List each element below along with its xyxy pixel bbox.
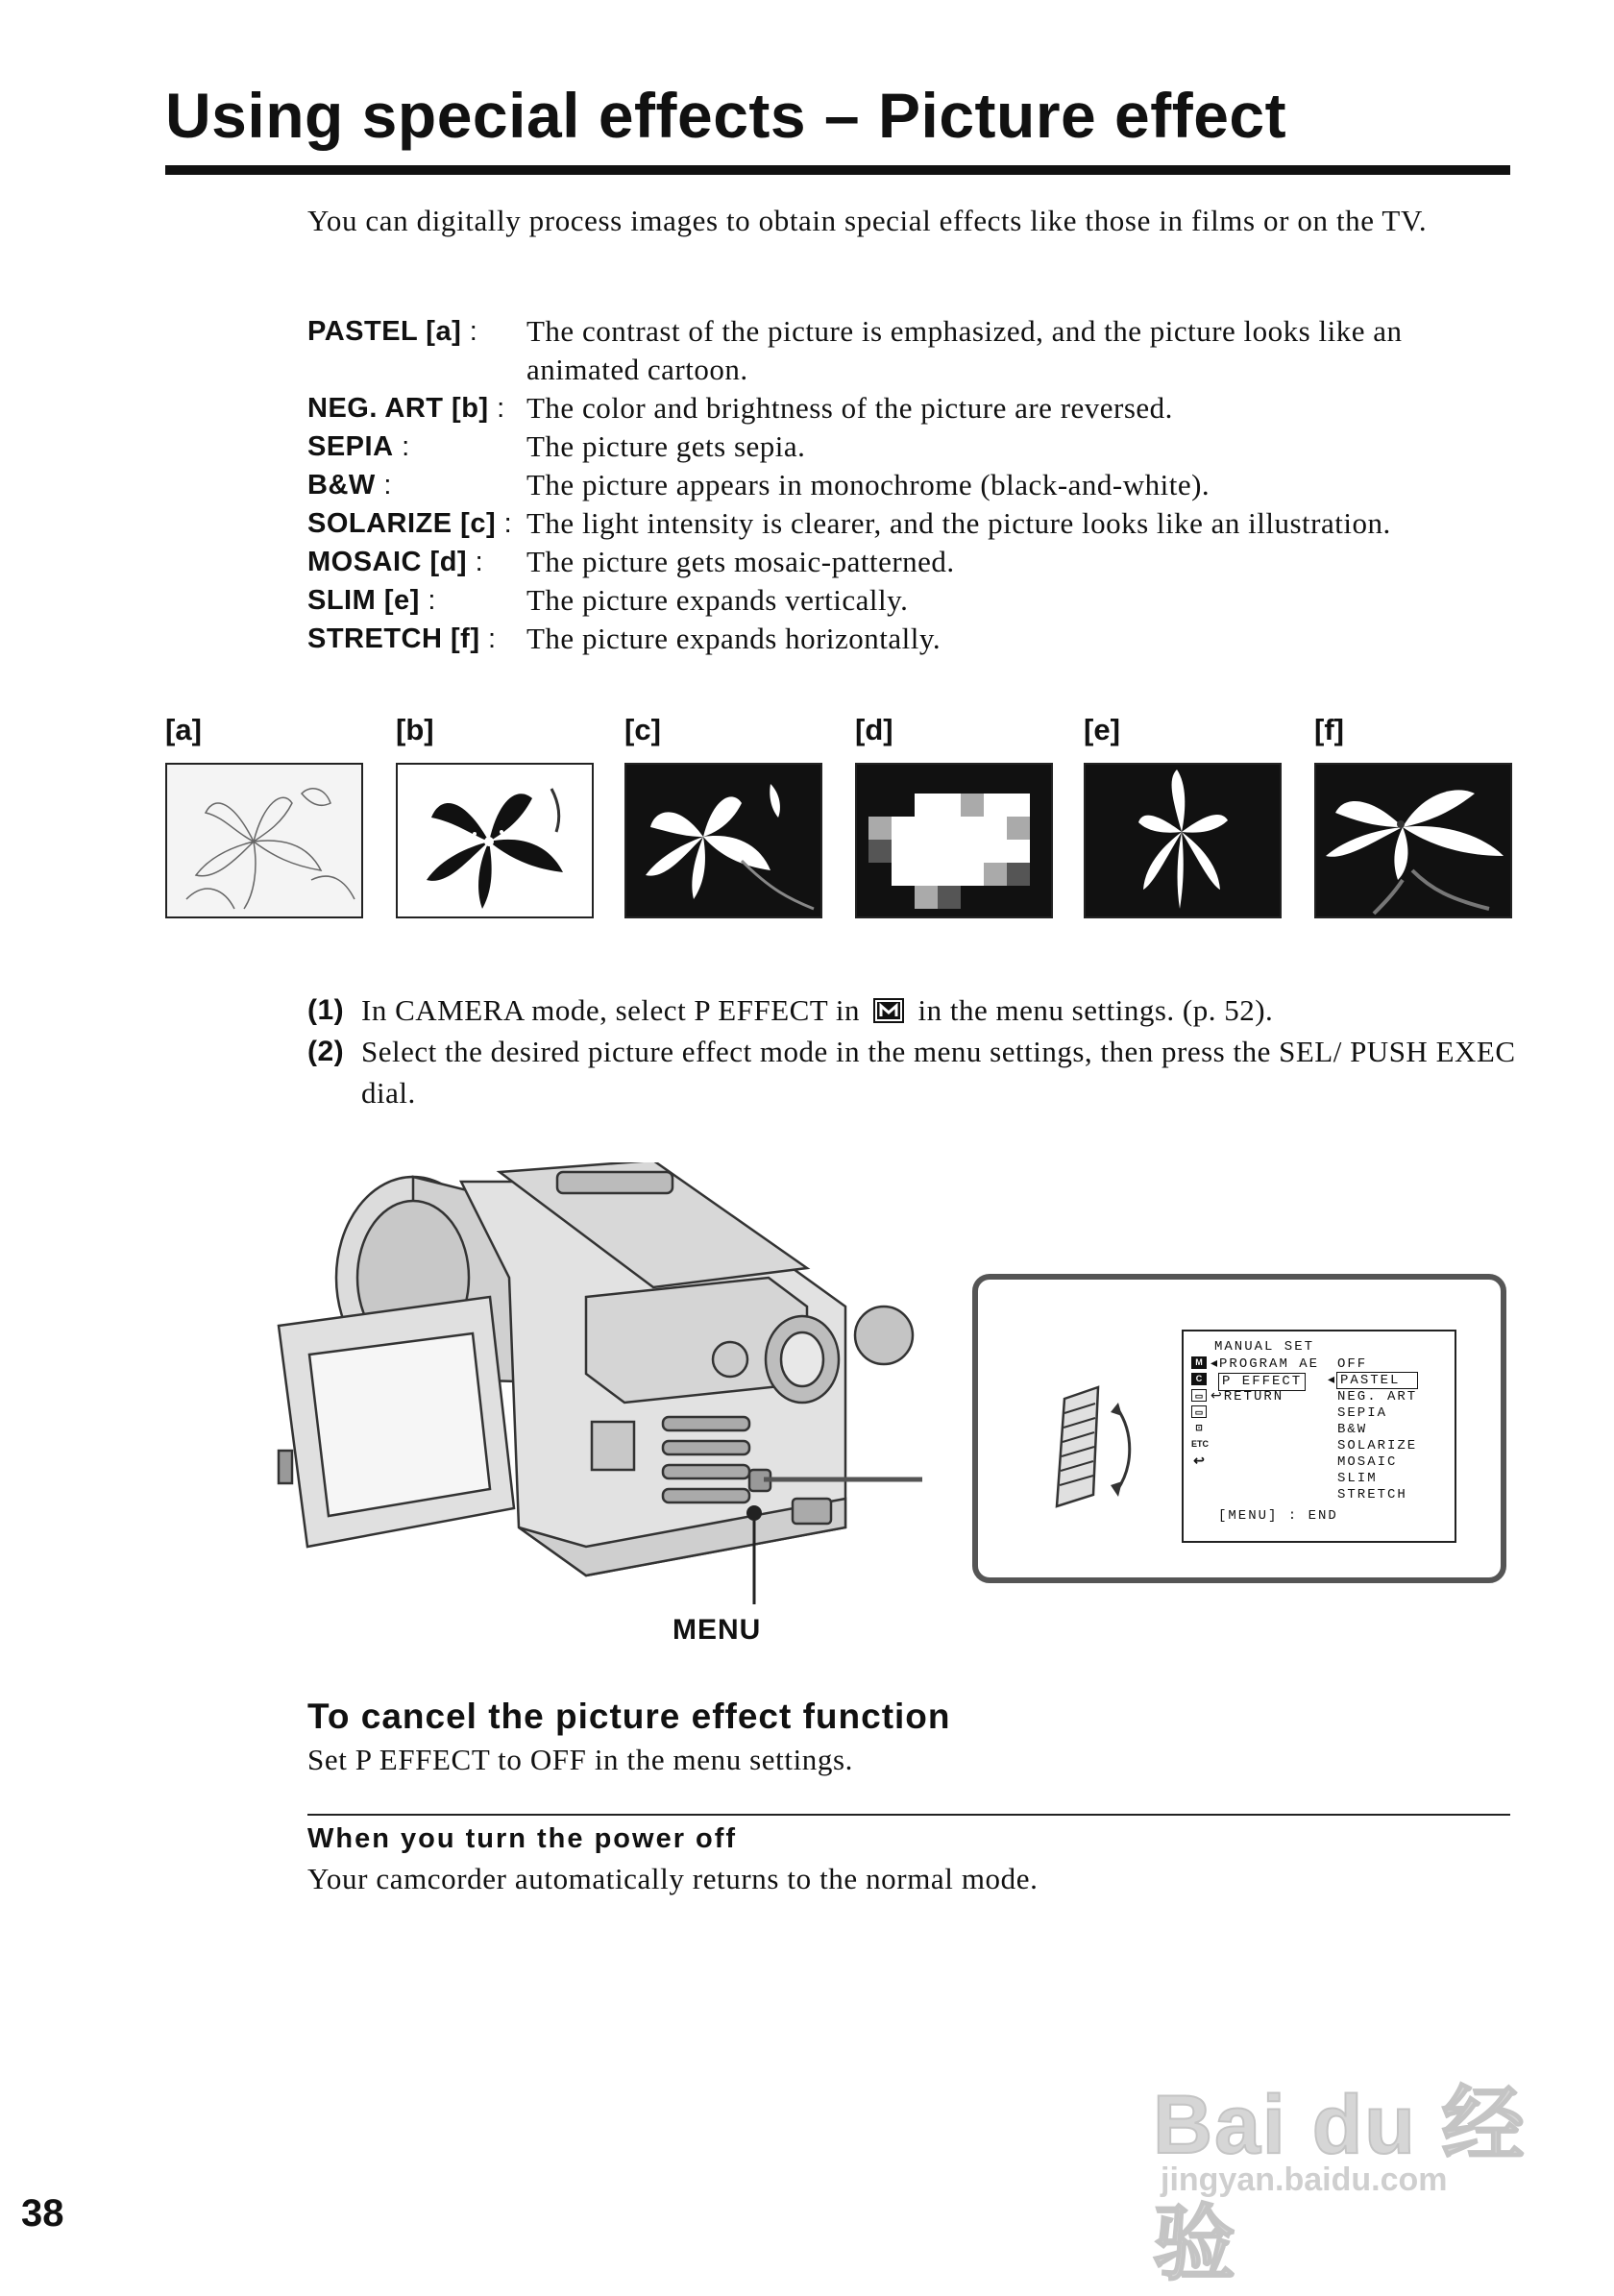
neg-art-sample-image [396, 763, 594, 918]
camcorder-illustration [269, 1162, 922, 1614]
effect-item-sepia: SEPIA : The picture gets sepia. [307, 427, 1518, 466]
step-1 [307, 989, 1518, 1031]
cancel-text: Set P EFFECT to OFF in the menu settings. [307, 1743, 854, 1776]
effect-term: STRETCH [f] [307, 623, 480, 654]
step-number: (1) [307, 994, 345, 1026]
effect-description: The picture expands vertically. [526, 583, 909, 617]
osd-option-solarize: SOLARIZE [1337, 1438, 1418, 1453]
effect-term: PASTEL [a] [307, 316, 462, 347]
slim-sample-image [1084, 763, 1282, 918]
sample-label-f: [f] [1314, 713, 1344, 746]
osd-footer: [MENU] : END [1218, 1508, 1338, 1524]
effect-item-slim: SLIM [e] : The picture expands vertically. [307, 581, 1518, 620]
effect-item-bw: B&W : The picture appears in monochrome (black-and-white). [307, 466, 1518, 504]
title-rule [165, 165, 1510, 175]
effect-term: B&W [307, 470, 376, 501]
effect-item-solarize: SOLARIZE [c] : The light intensity is clearer, and the picture looks like an illustration. [307, 504, 1518, 543]
effect-term: SOLARIZE [c] [307, 508, 497, 539]
osd-item-program-ae: PROGRAM AE [1219, 1356, 1320, 1372]
osd-item-return: RETURN [1223, 1389, 1284, 1404]
menu-osd-screen: MANUAL SET M C ▭ ▭ ⊡ ETC ↩ ◂PROGRAM AE P EFFECT ↩RETURN OFF ◂ PASTEL NEG. ART SEPIA B&W SOLARIZE MOSAIC SLIM STRETCH [MENU] : END [1182, 1330, 1456, 1543]
effect-description: The picture appears in monochrome (black-and-white). [526, 468, 1210, 501]
sel-push-exec-dial-icon [1045, 1380, 1141, 1514]
sample-label-a: [a] [165, 713, 202, 746]
effect-item-neg-art: NEG. ART [b] : The color and brightness of the picture are reversed. [307, 389, 1518, 427]
sample-label-e: [e] [1084, 713, 1120, 746]
osd-option-stretch: STRETCH [1337, 1487, 1407, 1502]
note-text: Your camcorder automatically returns to the normal mode. [307, 1862, 1039, 1895]
sample-label-c: [c] [624, 713, 661, 746]
return-icon: ↩ [1193, 1453, 1205, 1468]
stretch-sample-image [1314, 763, 1512, 918]
osd-item-p-effect: P EFFECT [1218, 1373, 1306, 1391]
osd-option-pastel: PASTEL [1336, 1372, 1418, 1389]
step-2 [307, 1031, 1518, 1113]
effect-term: SLIM [e] [307, 585, 420, 616]
vcr-set-icon: ▭ [1191, 1389, 1207, 1402]
effect-term: NEG. ART [b] [307, 393, 489, 424]
osd-header: MANUAL SET [1214, 1339, 1315, 1355]
effect-description: The light intensity is clearer, and the picture looks like an illustration. [526, 506, 1391, 540]
osd-option-mosaic: MOSAIC [1337, 1454, 1398, 1470]
effect-item-mosaic: MOSAIC [d] : The picture gets mosaic-patterned. [307, 543, 1518, 581]
effect-description: The color and brightness of the picture are reversed. [526, 391, 1173, 425]
sample-label-d: [d] [855, 713, 893, 746]
lcd-set-icon: ▭ [1191, 1405, 1207, 1418]
etc-icon: ETC [1191, 1439, 1209, 1449]
note-heading: When you turn the power off [307, 1823, 738, 1854]
osd-option-off: OFF [1337, 1356, 1368, 1372]
osd-option-bw: B&W [1337, 1422, 1368, 1437]
watermark-url: jingyan.baidu.com [1161, 2162, 1448, 2198]
effect-description: The picture expands horizontally. [526, 622, 942, 655]
page-title: Using special effects – Picture effect [165, 80, 1287, 151]
osd-option-neg-art: NEG. ART [1337, 1389, 1418, 1404]
note-divider [307, 1814, 1510, 1816]
effect-term: SEPIA [307, 431, 394, 462]
intro-paragraph: You can digitally process images to obtain special effects like those in films or on the TV. [307, 204, 1428, 237]
camera-set-icon: C [1191, 1373, 1207, 1385]
steps-list [307, 989, 1518, 1113]
effect-term: MOSAIC [d] [307, 547, 468, 577]
effects-list [307, 312, 1518, 658]
mosaic-sample-image [855, 763, 1053, 918]
sample-label-b: [b] [396, 713, 434, 746]
step-text: Select the desired picture effect mode in the menu settings, then press the SEL/ PUSH EXEC dial. [361, 1035, 1516, 1110]
watermark-logo: Bai du 经验 [1153, 2079, 1527, 2290]
effect-description: The picture gets sepia. [526, 429, 806, 463]
step-text: In CAMERA mode, select P EFFECT in [361, 993, 861, 1027]
osd-option-slim: SLIM [1337, 1471, 1378, 1486]
baidu-jingyan-watermark [1143, 2058, 1547, 2290]
menu-button-label: MENU [672, 1614, 762, 1646]
cancel-heading: To cancel the picture effect function [307, 1697, 951, 1736]
step-number: (2) [307, 1036, 345, 1067]
osd-option-sepia: SEPIA [1337, 1405, 1388, 1421]
effect-item-pastel: PASTEL [a] : The contrast of the picture is emphasized, and the picture looks like an animated cartoon. [307, 312, 1518, 389]
manual-set-icon: M [1191, 1356, 1207, 1369]
effect-item-stretch: STRETCH [f] : The picture expands horizontally. [307, 620, 1518, 658]
pastel-sample-image [165, 763, 363, 918]
solarize-sample-image [624, 763, 822, 918]
page-number: 38 [21, 2192, 64, 2235]
step-text: in the menu settings. (p. 52). [917, 993, 1274, 1027]
manual-set-menu-icon [873, 998, 904, 1023]
tape-set-icon: ⊡ [1195, 1423, 1203, 1432]
effect-description: The contrast of the picture is emphasized, and the picture looks like an animated cartoon. [526, 314, 1403, 386]
effect-description: The picture gets mosaic-patterned. [526, 545, 955, 578]
